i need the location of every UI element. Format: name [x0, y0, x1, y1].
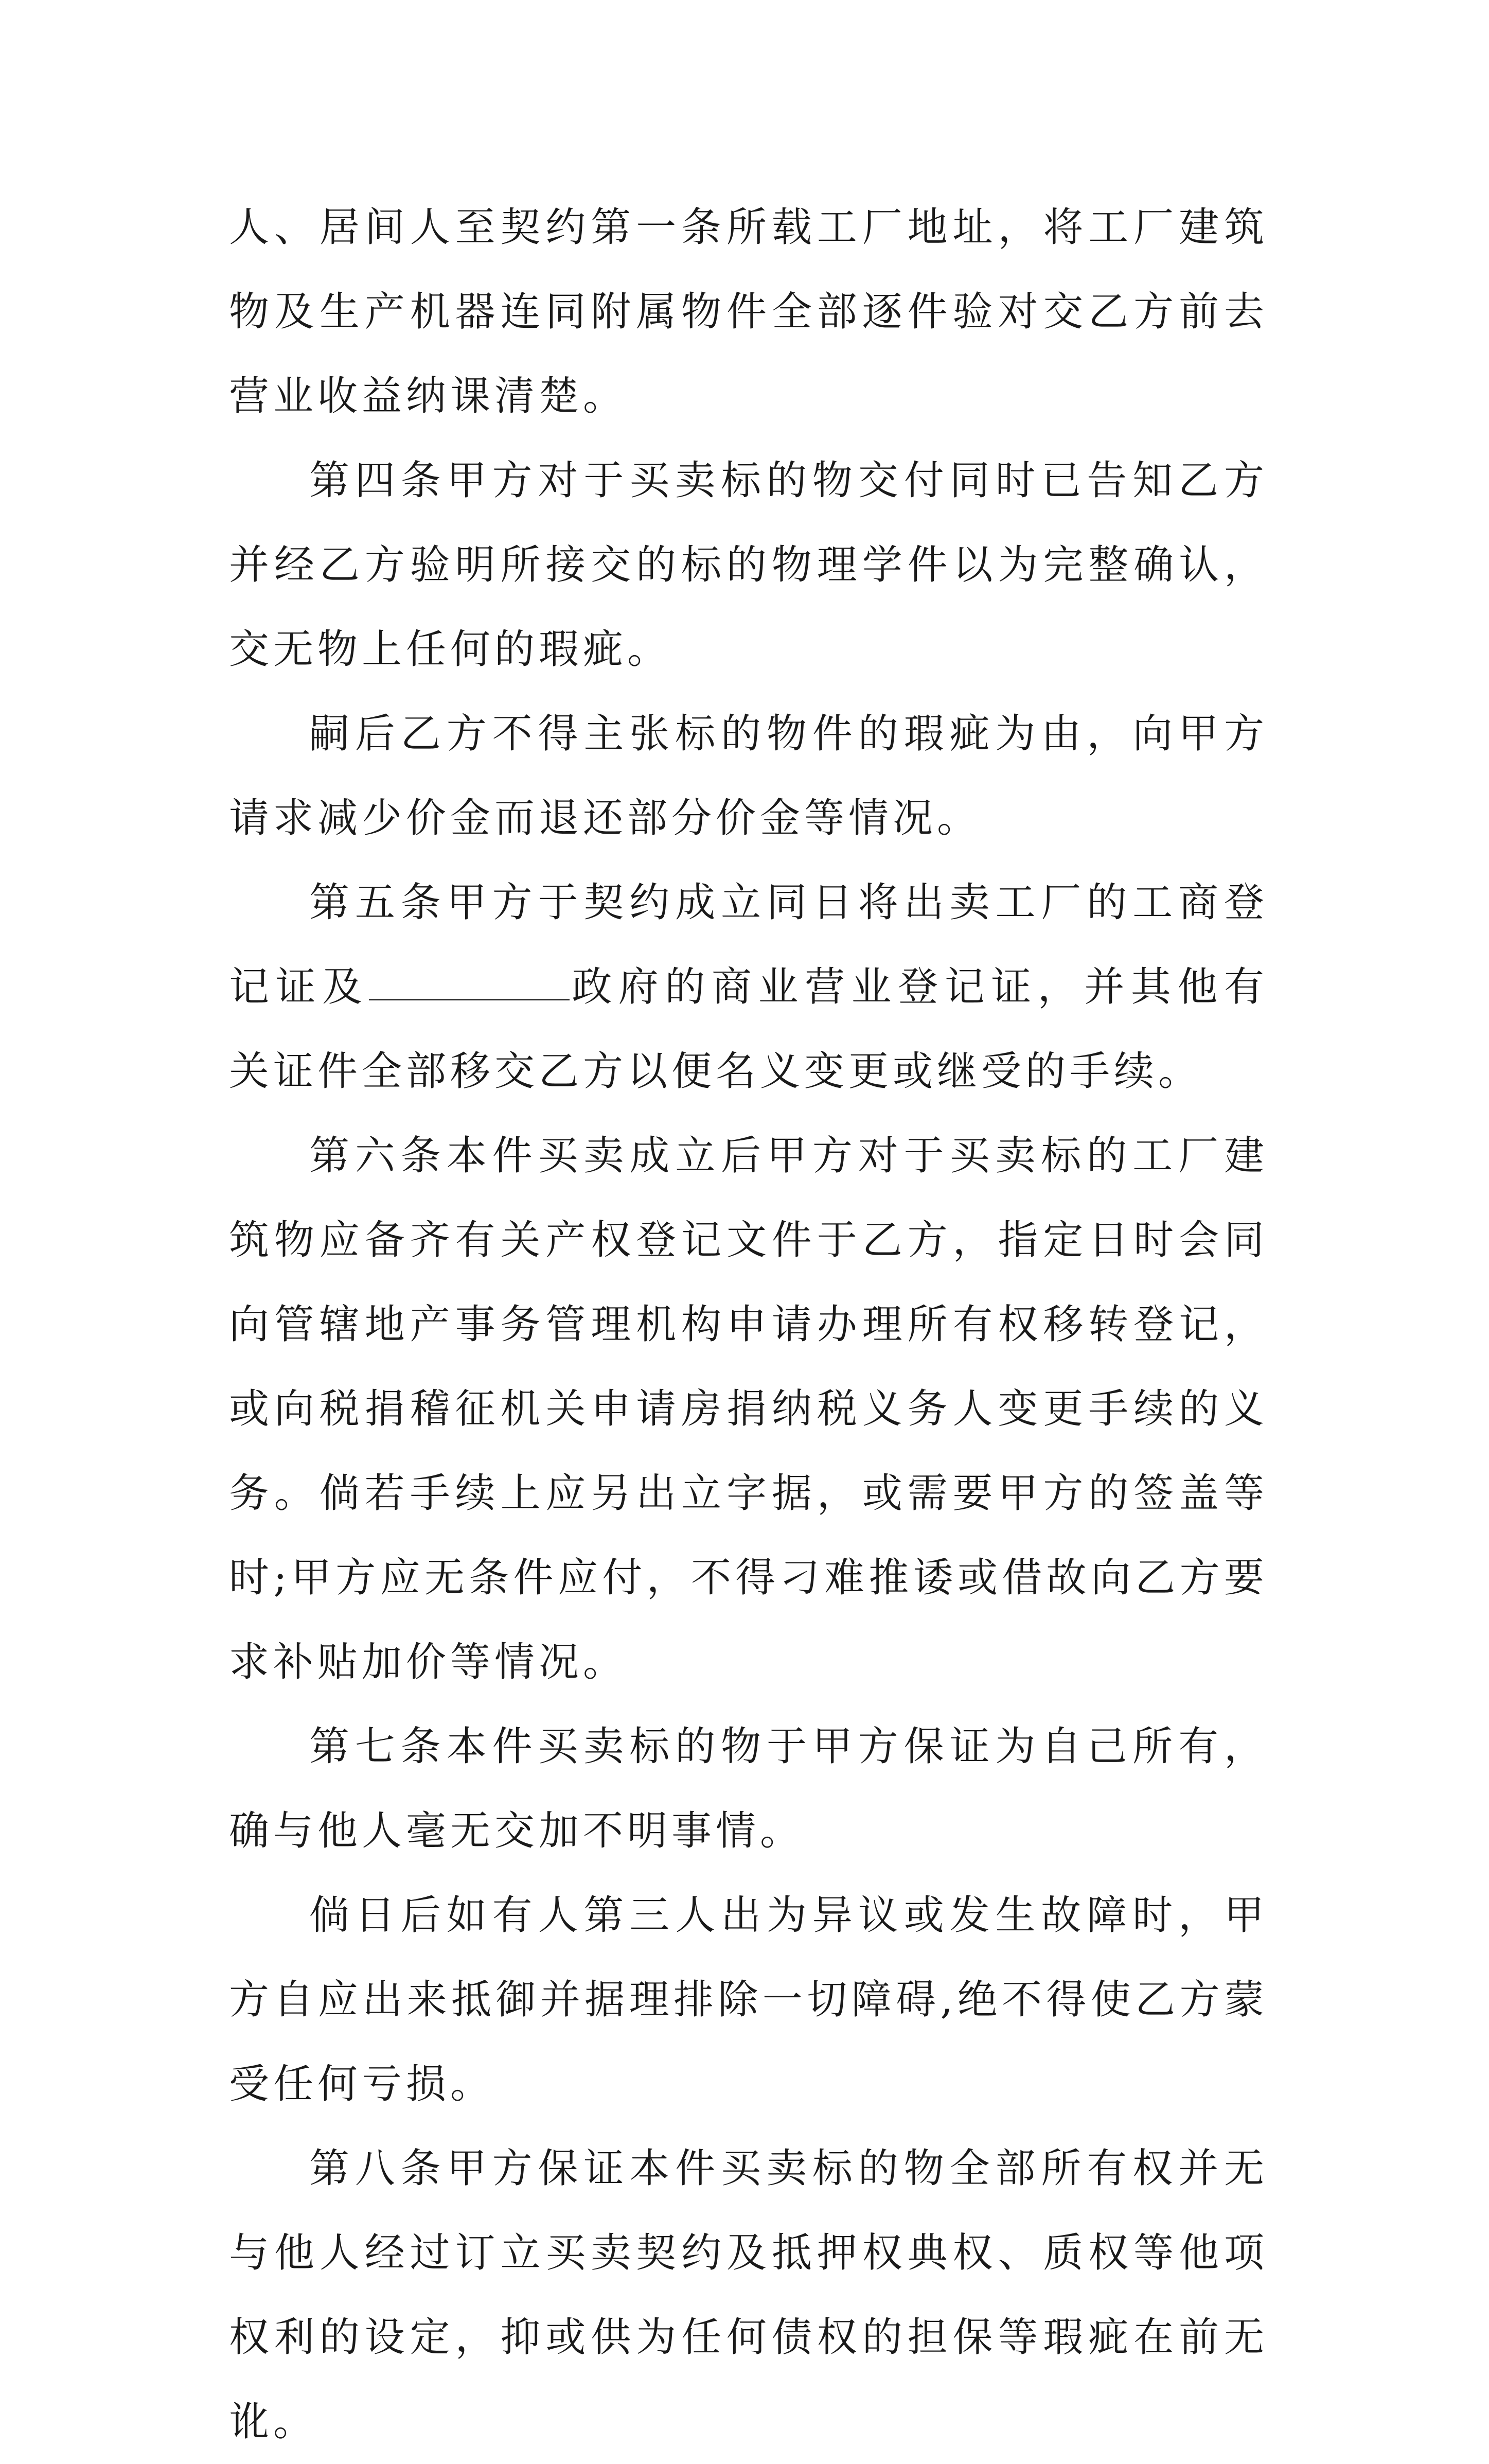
paragraph-article-4: 第四条甲方对于买卖标的物交付同时已告知乙方并经乙方验明所接交的标的物理学件以为完整确认，交无物上任何的瑕疵。 — [229, 457, 1268, 673]
article-5-text-after: 政府的商业营业登记证，并其他有关证件全部移交乙方以便名义变更或继受的手续。 — [229, 964, 1268, 1095]
fill-in-blank — [369, 963, 570, 1000]
paragraph-article-4-supplement: 嗣后乙方不得主张标的物件的瑕疵为由，向甲方请求减少价金而退还部分价金等情况。 — [229, 711, 1268, 841]
paragraph-article-7: 第七条本件买卖标的物于甲方保证为自己所有，确与他人毫无交加不明事情。 — [229, 1723, 1268, 1854]
paragraph-continuation: 人、居间人至契约第一条所载工厂地址，将工厂建筑物及生产机器连同附属物件全部逐件验对交乙方前去营业收益纳课清楚。 — [229, 204, 1268, 419]
article-5-text-before: 第五条甲方于契约成立同日将出卖工厂的工商登记证及 — [229, 879, 1268, 1010]
paragraph-article-7-supplement: 倘日后如有人第三人出为异议或发生故障时，甲方自应出来抵御并据理排除一切障碍,绝不得使乙方蒙受任何亏损。 — [229, 1892, 1268, 2107]
paragraph-article-6: 第六条本件买卖成立后甲方对于买卖标的工厂建筑物应备齐有关产权登记文件于乙方，指定日时会同向管辖地产事务管理机构申请办理所有权移转登记，或向税捐稽征机关申请房捐纳税义务人变更手续的义务。倘若手续上应另出立字据，或需要甲方的签盖等时;甲方应无条件应付，不得刁难推诿或借故向乙方要求补贴加价等情况。 — [229, 1133, 1268, 1685]
document-body — [229, 185, 1268, 2464]
paragraph-article-5 — [229, 860, 1268, 1114]
paragraph-article-8: 第八条甲方保证本件买卖标的物全部所有权并无与他人经过订立买卖契约及抵押权典权、质权等他项权利的设定，抑或供为任何债权的担保等瑕疵在前无讹。 — [229, 2145, 1268, 2445]
